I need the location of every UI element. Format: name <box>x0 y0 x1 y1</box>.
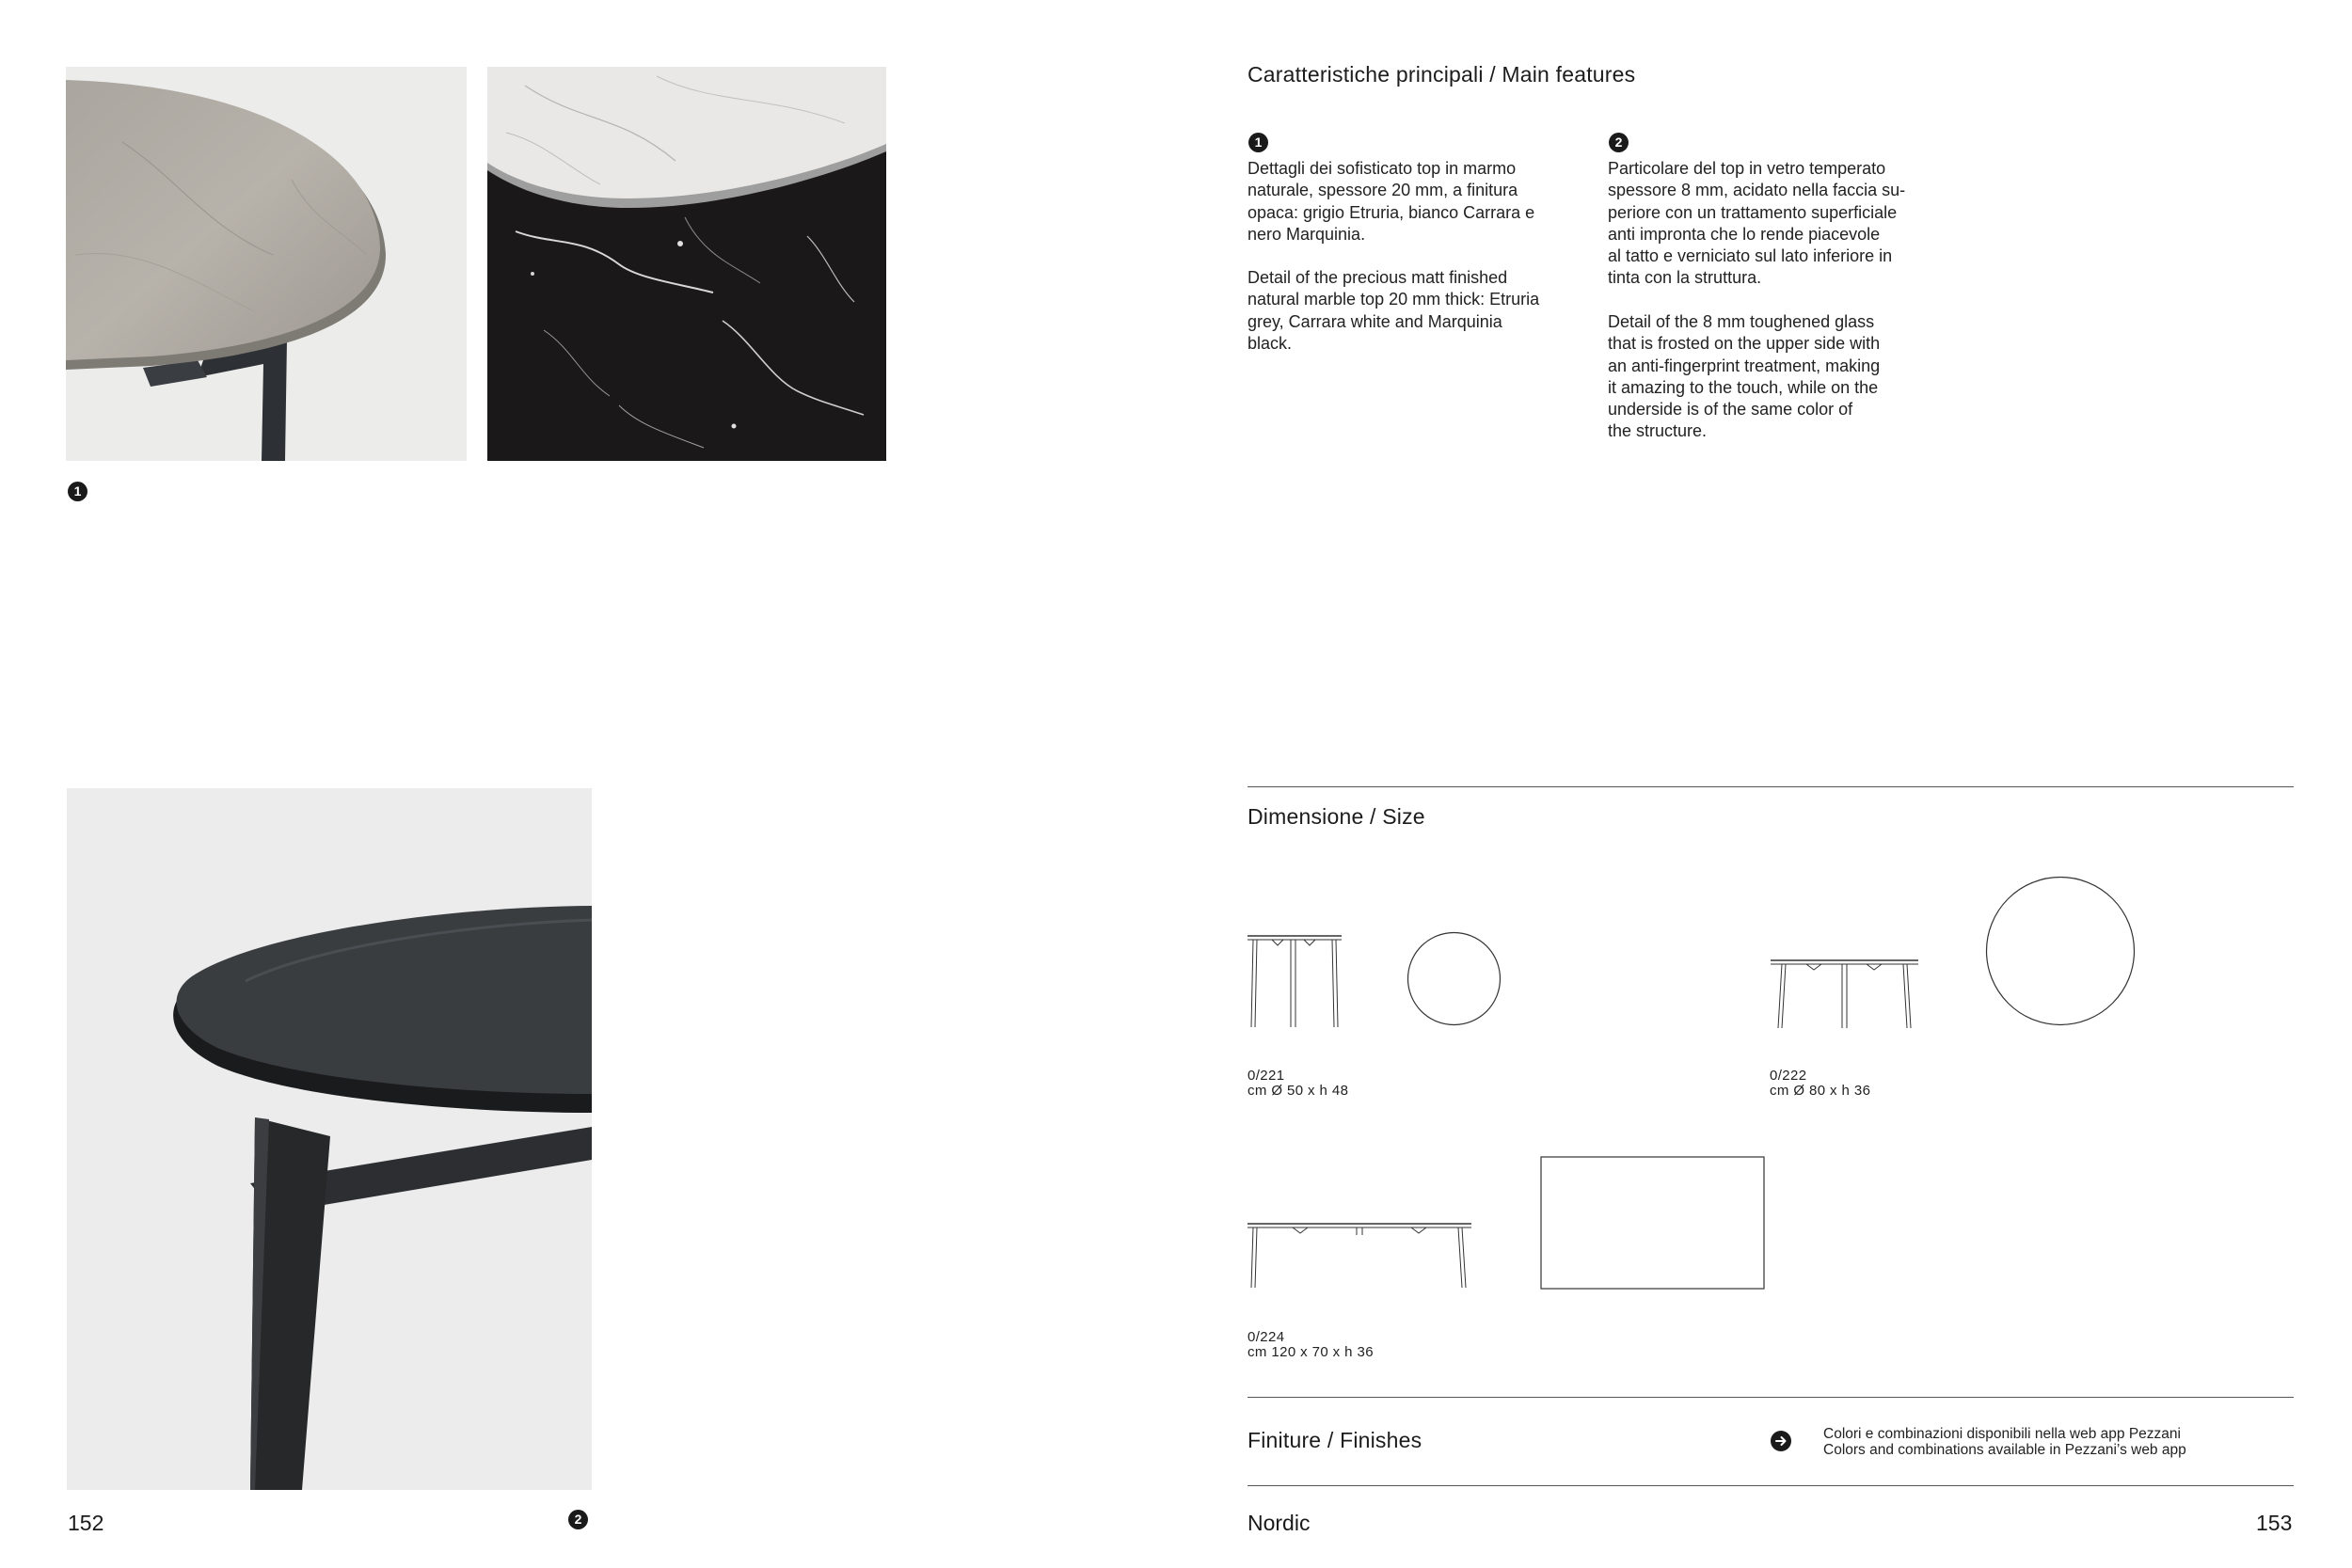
photo-grey-marble-top-detail <box>66 67 467 461</box>
drawing-0-224-side-view <box>1246 1220 1473 1290</box>
photo-glass-top-table <box>67 788 592 1490</box>
finishes-title: Finiture / Finishes <box>1248 1428 1422 1452</box>
feature-badge-2: 2 <box>568 1510 588 1529</box>
finishes-note-italian: Colori e combinazioni disponibili nella web app Pezzani <box>1823 1426 2181 1442</box>
model-0-221-dimensions: cm Ø 50 x h 48 <box>1248 1083 1349 1099</box>
model-0-224-code: 0/224 <box>1248 1329 1285 1345</box>
product-name: Nordic <box>1248 1511 1311 1535</box>
main-features-title: Caratteristiche principali / Main features <box>1248 62 1636 87</box>
finishes-note-english: Colors and combinations available in Pezzani’s web app <box>1823 1442 2186 1458</box>
model-0-222-dimensions: cm Ø 80 x h 36 <box>1770 1083 1871 1099</box>
page-number-left: 152 <box>68 1511 104 1535</box>
feature-2-english-text: Detail of the 8 mm toughened glass that is frosted on the upper side with an anti-fingerprint treatment, making it amazing to the touch, while on the underside is of the same color of the structure. <box>1608 312 1881 441</box>
feature-1-badge: 1 <box>1248 133 1268 152</box>
feature-badge-1: 1 <box>68 482 87 501</box>
model-0-222-code: 0/222 <box>1770 1068 1807 1084</box>
photo-carrara-marble-on-marquinia <box>487 67 886 461</box>
divider-size <box>1248 786 2294 787</box>
drawing-0-222-side-view <box>1769 957 1920 1030</box>
feature-1-italian-text: Dettagli dei sofisticato top in marmo naturale, spessore 20 mm, a finitura opaca: grigio Etruria, bianco Carrara e nero Marquinia. <box>1248 159 1535 244</box>
drawing-0-221-top-view <box>1406 931 1502 1026</box>
divider-footer <box>1248 1485 2294 1486</box>
arrow-right-circle-icon[interactable] <box>1771 1431 1791 1451</box>
feature-1-english-text: Detail of the precious matt finished natural marble top 20 mm thick: Etruria grey, Carrara white and Marquinia black. <box>1248 268 1540 353</box>
page-number-right: 153 <box>2256 1511 2293 1535</box>
drawing-0-224-top-view <box>1540 1156 1765 1290</box>
model-0-224-dimensions: cm 120 x 70 x h 36 <box>1248 1344 1374 1360</box>
drawing-0-222-top-view <box>1985 875 2136 1027</box>
size-title: Dimensione / Size <box>1248 804 1425 829</box>
feature-2-italian-text: Particolare del top in vetro temperato spessore 8 mm, acidato nella faccia su- periore con un trattamento superficiale anti impronta che lo rende piacevole al tatto e verniciato sul lato inferiore in tinta con la struttura. <box>1608 159 1906 288</box>
feature-2-badge: 2 <box>1609 133 1629 152</box>
drawing-0-221-side-view <box>1246 931 1343 1031</box>
model-0-221-code: 0/221 <box>1248 1068 1285 1084</box>
divider-finishes <box>1248 1397 2294 1398</box>
